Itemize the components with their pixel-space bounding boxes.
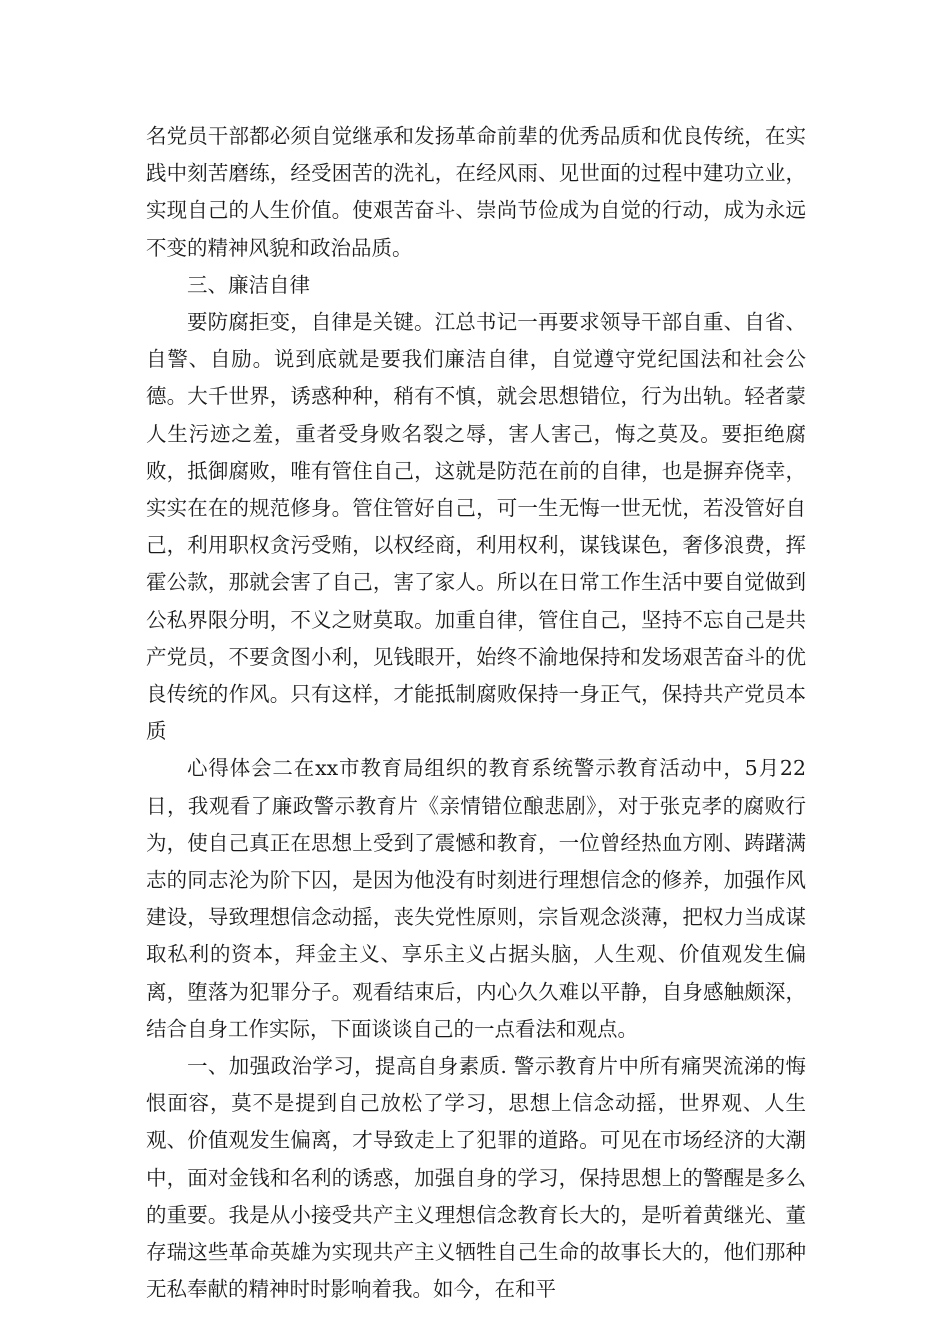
paragraph-continuation: 名党员干部都必须自觉继承和发扬革命前辈的优秀品质和优良传统，在实践中刻苦磨练，经受困苦的洗礼，在经风雨、见世面的过程中建功立业，实现自己的人生价值。使艰苦奋斗、崇尚节俭成为自觉的行动，成为永远不变的精神风貌和政治品质。 (146, 124, 806, 260)
paragraph-reflection-two: 心得体会二在xx市教育局组织的教育系统警示教育活动中，5月22日，我观看了廉政警示教育片《亲情错位酿悲剧》，对于张克孝的腐败行为，使自己真正在思想上受到了震憾和教育，一位曾经热血方刚、踌躇满志的同志沦为阶下囚，是因为他没有时刻进行理想信念的修养，加强作风建设，导致理想信念动摇，丧失党性原则，宗旨观念淡薄，把权力当成谋取私利的资本，拜金主义、享乐主义占据头脑，人生观、价值观发生偏离，堕落为犯罪分子。观看结束后，内心久久难以平静，自身感触颇深，结合自身工作实际，下面谈谈自己的一点看法和观点。 (146, 756, 806, 1041)
paragraph-political-study: 一、加强政治学习，提高自身素质. 警示教育片中所有痛哭流涕的悔恨面容，莫不是提到自己放松了学习，思想上信念动摇，世界观、人生观、价值观发生偏离，才导致走上了犯罪的道路。可见在市场经济的大潮中，面对金钱和名利的诱惑，加强自身的学习，保持思想上的警醒是多么的重要。我是从小接受共产主义理想信念教育长大的，是听着黄继光、董存瑞这些革命英雄为实现共产主义牺牲自己生命的故事长大的，他们那种无私奉献的精神时时影响着我。如今，在和平 (146, 1054, 806, 1302)
paragraph-self-discipline: 要防腐拒变，自律是关键。江总书记一再要求领导干部自重、自省、自警、自励。说到底就是要我们廉洁自律，自觉遵守党纪国法和社会公德。大千世界，诱惑种种，稍有不慎，就会思想错位，行为出轨。轻者蒙人生污迹之羞，重者受身败名裂之辱，害人害己，悔之莫及。要拒绝腐败，抵御腐败，唯有管住自己，这就是防范在前的自律，也是摒弃侥幸，实实在在的规范修身。管住管好自己，可一生无悔一世无忧，若没管好自己，利用职权贪污受贿，以权经商，利用权利，谋钱谋色，奢侈浪费，挥霍公款，那就会害了自己，害了家人。所以在日常工作生活中要自觉做到公私界限分明，不义之财莫取。加重自律，管住自己，坚持不忘自己是共产党员，不要贪图小利，见钱眼开，始终不渝地保持和发场艰苦奋斗的优良传统的作风。只有这样，才能抵制腐败保持一身正气，保持共产党员本质 (146, 310, 806, 744)
document-page (146, 118, 806, 1309)
section-heading-integrity: 三、廉洁自律 (187, 272, 310, 297)
